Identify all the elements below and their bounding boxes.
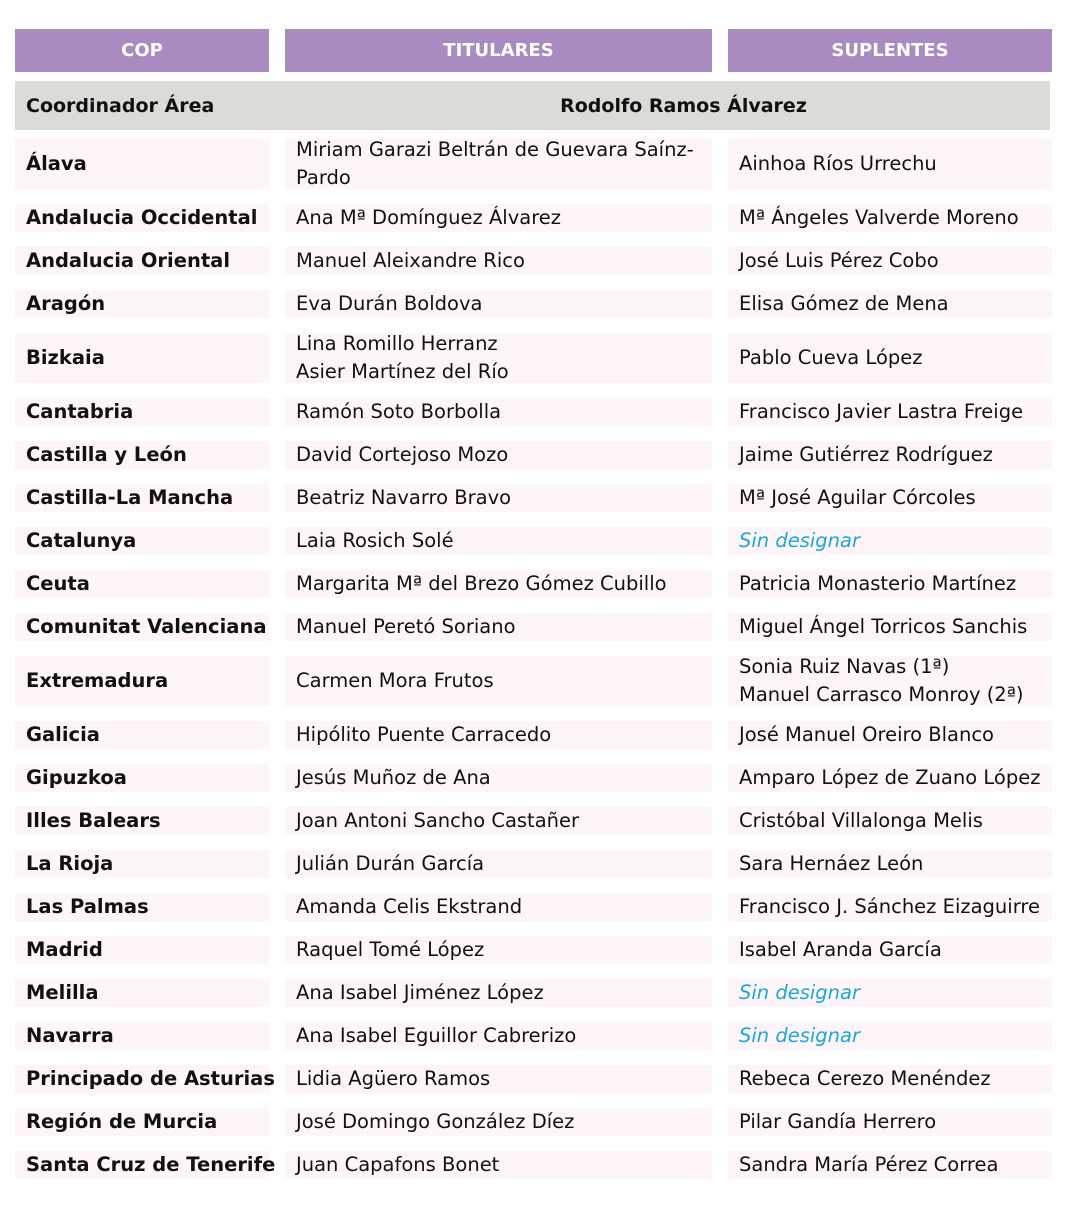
titular-cell [285, 1151, 712, 1179]
titular-cell [285, 247, 712, 275]
suplente-cell-text: Pilar Gandía Herrero [739, 1110, 937, 1133]
suplente-cell-text: Jaime Gutiérrez Rodríguez [739, 443, 993, 466]
titular-cell [285, 1108, 712, 1136]
titular-cell-text: Jesús Muñoz de Ana [296, 766, 491, 789]
cop-cell: Ceuta [15, 570, 269, 598]
titular-cell [285, 139, 712, 189]
titular-cell-text: Ramón Soto Borbolla [296, 400, 502, 423]
titular-cell-text: Hipólito Puente Carracedo [296, 723, 552, 746]
coordinator-label: Coordinador Área [26, 94, 215, 117]
suplente-cell [728, 850, 1052, 878]
cop-cell: Región de Murcia [15, 1108, 269, 1136]
suplente-cell [728, 398, 1052, 426]
suplente-cell [728, 613, 1052, 641]
titular-cell [285, 527, 712, 555]
header-titulares: TITULARES [285, 29, 712, 72]
cop-cell: Extremadura [15, 656, 269, 706]
cop-cell: Andalucia Oriental [15, 247, 269, 275]
titular-cell [285, 893, 712, 921]
titular-cell-text: Ana Mª Domínguez Álvarez [296, 206, 562, 229]
cop-cell: Aragón [15, 290, 269, 318]
titular-cell [285, 333, 712, 383]
titular-cell-text: Carmen Mora Frutos [296, 669, 494, 692]
titular-cell-text: Beatriz Navarro Bravo [296, 486, 512, 509]
titular-cell [285, 441, 712, 469]
cop-cell: Castilla-La Mancha [15, 484, 269, 512]
suplente-cell [728, 290, 1052, 318]
titular-cell-text: José Domingo González Díez [296, 1110, 575, 1133]
suplente-cell [728, 570, 1052, 598]
suplente-cell [728, 1065, 1052, 1093]
suplente-cell-text: Isabel Aranda García [739, 938, 942, 961]
suplente-cell-text: Amparo López de Zuano López [739, 766, 1041, 789]
titular-cell [285, 398, 712, 426]
titular-cell [285, 807, 712, 835]
suplente-cell [728, 979, 1052, 1007]
suplente-cell [728, 1108, 1052, 1136]
suplente-cell-text: Sin designar [739, 529, 861, 552]
cop-cell: Castilla y León [15, 441, 269, 469]
suplente-cell-text: Patricia Monasterio Martínez [739, 572, 1017, 595]
cop-cell: Cantabria [15, 398, 269, 426]
cop-cell: Las Palmas [15, 893, 269, 921]
suplente-cell-text: Sara Hernáez León [739, 852, 924, 875]
suplente-cell-text: Sonia Ruiz Navas (1ª) [739, 655, 950, 678]
suplente-cell-text: Elisa Gómez de Mena [739, 292, 949, 315]
cop-cell: Illes Balears [15, 807, 269, 835]
titular-cell-text: Lidia Agüero Ramos [296, 1067, 491, 1090]
titular-cell [285, 570, 712, 598]
titular-cell [285, 1065, 712, 1093]
titular-cell-text: Margarita Mª del Brezo Gómez Cubillo [296, 572, 667, 595]
cop-cell: Navarra [15, 1022, 269, 1050]
titular-cell [285, 1022, 712, 1050]
header-cop: COP [15, 29, 269, 72]
suplente-cell [728, 656, 1052, 706]
suplente-cell [728, 1151, 1052, 1179]
suplente-cell-text: Ainhoa Ríos Urrechu [739, 152, 937, 175]
cop-cell: Principado de Asturias [15, 1065, 269, 1093]
titular-cell-text: Joan Antoni Sancho Castañer [296, 809, 580, 832]
suplente-cell-text: Sin designar [739, 1024, 861, 1047]
titular-cell-text: Manuel Aleixandre Rico [296, 249, 525, 272]
suplente-cell-text: Sandra María Pérez Correa [739, 1153, 999, 1176]
titular-cell-text: Eva Durán Boldova [296, 292, 483, 315]
titular-cell [285, 613, 712, 641]
titular-cell-text: Laia Rosich Solé [296, 529, 454, 552]
suplente-cell [728, 441, 1052, 469]
cop-cell: Santa Cruz de Tenerife [15, 1151, 269, 1179]
suplente-cell-text: Manuel Carrasco Monroy (2ª) [739, 683, 1024, 706]
titular-cell-text: Miriam Garazi Beltrán de Guevara Saínz- [296, 138, 694, 161]
titular-cell [285, 656, 712, 706]
titular-cell-text: Pardo [296, 166, 351, 189]
titular-cell-text: Manuel Peretó Soriano [296, 615, 516, 638]
header-suplentes: SUPLENTES [728, 29, 1052, 72]
titular-cell [285, 204, 712, 232]
titular-cell [285, 484, 712, 512]
suplente-cell [728, 333, 1052, 383]
titular-cell [285, 290, 712, 318]
titular-cell-text: Ana Isabel Jiménez López [296, 981, 544, 1004]
cop-cell: Andalucia Occidental [15, 204, 269, 232]
suplente-cell-text: Pablo Cueva López [739, 346, 923, 369]
cop-cell: Melilla [15, 979, 269, 1007]
titular-cell-text: Amanda Celis Ekstrand [296, 895, 523, 918]
suplente-cell [728, 807, 1052, 835]
titular-cell-text: Asier Martínez del Río [296, 360, 509, 383]
suplente-cell-text: Francisco J. Sánchez Eizaguirre [739, 895, 1040, 918]
cop-cell: Galicia [15, 721, 269, 749]
titular-cell-text: Raquel Tomé López [296, 938, 485, 961]
titular-cell-text: David Cortejoso Mozo [296, 443, 509, 466]
titular-cell-text: Ana Isabel Eguillor Cabrerizo [296, 1024, 577, 1047]
cop-cell: Madrid [15, 936, 269, 964]
suplente-cell [728, 721, 1052, 749]
suplente-cell [728, 764, 1052, 792]
titular-cell [285, 721, 712, 749]
cop-cell: Bizkaia [15, 333, 269, 383]
cop-cell: Álava [15, 139, 269, 189]
cop-cell: Catalunya [15, 527, 269, 555]
titular-cell-text: Lina Romillo Herranz [296, 332, 498, 355]
suplente-cell-text: Miguel Ángel Torricos Sanchis [739, 615, 1028, 638]
titular-cell-text: Juan Capafons Bonet [296, 1153, 500, 1176]
suplente-cell [728, 936, 1052, 964]
cop-cell: La Rioja [15, 850, 269, 878]
titular-cell [285, 936, 712, 964]
suplente-cell [728, 527, 1052, 555]
suplente-cell [728, 204, 1052, 232]
cop-cell: Comunitat Valenciana [15, 613, 269, 641]
suplente-cell [728, 893, 1052, 921]
titular-cell [285, 850, 712, 878]
suplente-cell [728, 139, 1052, 189]
suplente-cell-text: José Manuel Oreiro Blanco [739, 723, 994, 746]
suplente-cell [728, 484, 1052, 512]
suplente-cell [728, 247, 1052, 275]
suplente-cell-text: Francisco Javier Lastra Freige [739, 400, 1024, 423]
titular-cell [285, 764, 712, 792]
coordinator-name: Rodolfo Ramos Álvarez [560, 94, 807, 117]
suplente-cell-text: Sin designar [739, 981, 861, 1004]
suplente-cell [728, 1022, 1052, 1050]
suplente-cell-text: José Luis Pérez Cobo [739, 249, 939, 272]
titular-cell [285, 979, 712, 1007]
suplente-cell-text: Mª José Aguilar Córcoles [739, 486, 976, 509]
coordinator-row [15, 81, 1050, 130]
cop-cell: Gipuzkoa [15, 764, 269, 792]
suplente-cell-text: Rebeca Cerezo Menéndez [739, 1067, 991, 1090]
titular-cell-text: Julián Durán García [296, 852, 485, 875]
suplente-cell-text: Mª Ángeles Valverde Moreno [739, 206, 1019, 229]
suplente-cell-text: Cristóbal Villalonga Melis [739, 809, 983, 832]
